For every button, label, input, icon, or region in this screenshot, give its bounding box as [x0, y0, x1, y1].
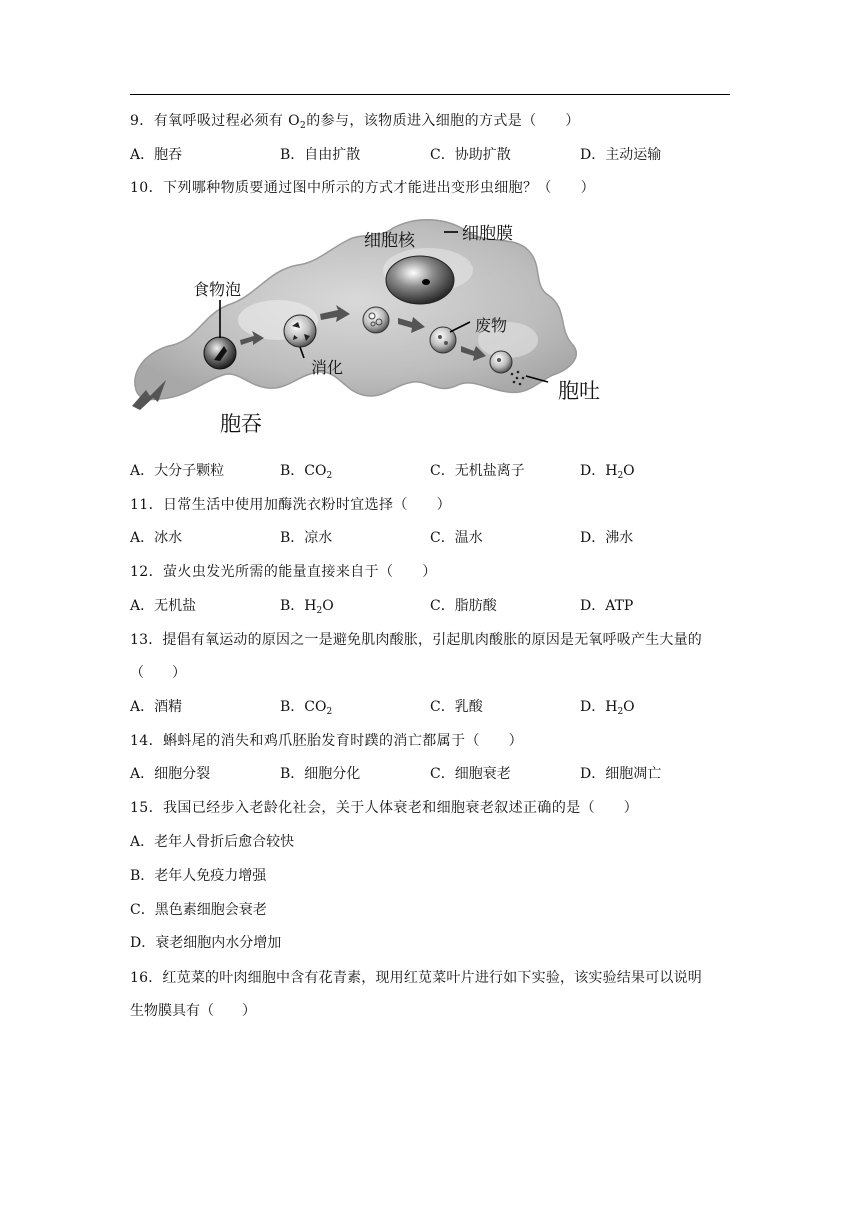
question-15-option-b: B．老年人免疫力增强: [130, 868, 267, 884]
exocytosis-vacuole-shape: [490, 351, 512, 373]
question-13-option-d: D．$H_2O$: [580, 699, 635, 717]
question-10-stem: 10．下列哪种物质要通过图中所示的方式才能进出变形虫细胞？（ ）: [130, 180, 596, 196]
question-13-stem-line1: 13．提倡有氧运动的原因之一是避免肌肉酸胀，引起肌肉酸胀的原因是无氧呼吸产生大量的: [130, 632, 703, 648]
question-9-stem: 9．有氧呼吸过程必须有 $O_2$的参与，该物质进入细胞的方式是（ ）: [130, 113, 580, 131]
question-15-option-d: D．衰老细胞内水分增加: [130, 935, 282, 951]
question-14-option-a: A．细胞分裂: [130, 766, 211, 782]
question-16-stem-line2: 生物膜具有（ ）: [130, 1003, 256, 1019]
question-14-option-d: D．细胞凋亡: [580, 766, 662, 782]
question-16-stem-line1: 16．红苋菜的叶肉细胞中含有花青素，现用红苋菜叶片进行如下实验，该实验结果可以说明: [130, 970, 703, 986]
question-14-option-c: C．细胞衰老: [430, 766, 511, 782]
question-10-option-d: D．$H_2O$: [580, 463, 635, 481]
question-15-option-c: C．黑色素细胞会衰老: [130, 902, 267, 918]
question-15-option-a: A．老年人骨折后愈合较快: [130, 834, 295, 850]
question-12-stem: 12．萤火虫发光所需的能量直接来自于（ ）: [130, 564, 437, 580]
question-11-option-b: B．凉水: [280, 530, 333, 546]
question-12-option-b: B．$H_2O$: [280, 598, 334, 616]
label-digestion: 消化: [311, 358, 344, 377]
question-12-option-a: A．无机盐: [130, 598, 197, 614]
question-9-option-d: D．主动运输: [580, 147, 662, 163]
question-13-option-b: B．$CO_2$: [280, 699, 333, 717]
label-exocytosis: 胞吐: [558, 379, 600, 403]
question-9-option-c: C．协助扩散: [430, 147, 511, 163]
digested-particle-shape: [363, 307, 389, 333]
question-15-stem: 15．我国已经步入老龄化社会，关于人体衰老和细胞衰老叙述正确的是（ ）: [130, 800, 639, 816]
question-11-option-a: A．冰水: [130, 530, 183, 546]
question-13-stem-line2: （ ）: [130, 665, 186, 681]
amoeba-figure: [128, 210, 618, 440]
question-9-option-a: A．胞吞: [130, 147, 183, 163]
label-membrane: 细胞膜: [462, 224, 513, 244]
amoeba-cell-body: [135, 220, 576, 400]
question-9-option-b: B．自由扩散: [280, 147, 361, 163]
question-14-stem: 14．蝌蚪尾的消失和鸡爪胚胎发育时蹼的消亡都属于（ ）: [130, 733, 524, 749]
label-endocytosis: 胞吞: [220, 412, 262, 436]
question-14-option-b: B．细胞分化: [280, 766, 361, 782]
question-12-option-c: C．脂肪酸: [430, 598, 497, 614]
question-13-option-c: C．乳酸: [430, 699, 483, 715]
question-10-option-b: B．$CO_2$: [280, 463, 333, 481]
question-11-option-c: C．温水: [430, 530, 483, 546]
question-10-option-c: C．无机盐离子: [430, 463, 525, 479]
nucleus-shape: [386, 256, 454, 304]
question-11-stem: 11．日常生活中使用加酶洗衣粉时宜选择（ ）: [130, 497, 452, 513]
question-10-option-a: A．大分子颗粒: [130, 463, 225, 479]
header-rule: [130, 94, 730, 95]
label-nucleus: 细胞核: [364, 231, 415, 251]
question-11-option-d: D．沸水: [580, 530, 634, 546]
digesting-vacuole-shape: [284, 315, 316, 347]
label-food-vacuole: 食物泡: [193, 280, 242, 299]
question-13-option-a: A．酒精: [130, 699, 183, 715]
question-12-option-d: D．ATP: [580, 598, 634, 614]
label-waste: 废物: [475, 316, 508, 335]
